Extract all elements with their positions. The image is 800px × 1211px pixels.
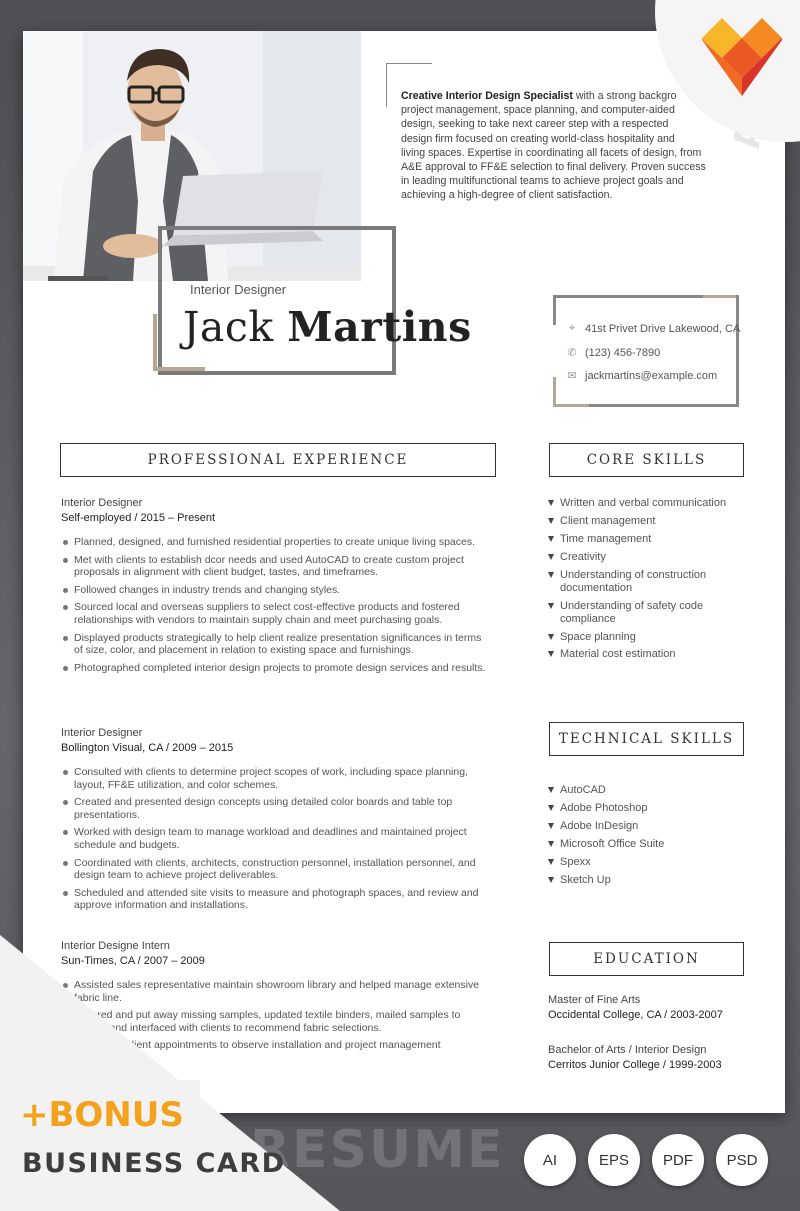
list-item: Understanding of safety code compliance — [548, 600, 730, 626]
section-header-experience: PROFESSIONAL EXPERIENCE — [60, 443, 496, 477]
about-line: A&E approval to FF&E selection to final delivery. Proven success — [401, 161, 706, 174]
contact-address — [567, 322, 740, 335]
location-pin-icon: ⌖ — [568, 322, 576, 334]
envelope-icon: ✉ — [567, 370, 577, 382]
list-item: AutoCAD — [548, 784, 748, 797]
job-bullets — [61, 536, 493, 679]
first-name: Jack — [183, 303, 274, 351]
list-item: Microsoft Office Suite — [548, 838, 748, 851]
contact-phone — [567, 346, 660, 359]
phone-icon: ✆ — [567, 347, 577, 359]
list-item: Understanding of construction documentation — [548, 569, 730, 595]
job-company-dates: Sun-Times, CA / 2007 – 2009 — [61, 955, 205, 967]
about-corner-line — [386, 63, 432, 64]
phone-text: (123) 456-7890 — [585, 346, 661, 359]
education-degree: Master of Fine Arts — [548, 994, 641, 1006]
heart-logo-icon — [700, 18, 784, 98]
core-skills-list — [548, 497, 748, 666]
email-text: jackmartins@example.com — [585, 369, 718, 382]
about-line: achieving a high-degree of client satisfaction. — [401, 189, 613, 202]
list-item: Ordered and put away missing samples, updated textile binders, mailed samples to clients, and interfaced with clients to recommend fabric selections. — [61, 1009, 493, 1034]
about-corner-line — [386, 63, 387, 107]
about-line: with a strong backgro — [572, 90, 677, 102]
about-line: design, seeking to take next career step with a respected — [401, 118, 669, 131]
job-title: Interior Designe Intern — [61, 940, 170, 952]
resume-watermark: RESUME — [250, 1120, 505, 1180]
education-school: Cerritos Junior College / 1999-2003 — [548, 1059, 722, 1071]
job-bullets — [61, 766, 493, 917]
section-header-education: EDUCATION — [549, 942, 744, 976]
about-line: project management, space planning, and computer-aided — [401, 104, 675, 117]
list-item: Space planning — [548, 631, 748, 644]
about-line: in leading multifunctional teams to achieve project goals and — [401, 175, 684, 188]
list-item: Worked with design team to manage workload and deadlines and maintained project schedule and budgets. — [61, 826, 493, 851]
list-item: Planned, designed, and furnished residential properties to create unique living spaces. — [61, 536, 493, 549]
job-title: Interior Designer — [61, 497, 143, 509]
job-role-title: Interior Designer — [190, 282, 287, 297]
full-name — [183, 303, 472, 351]
section-header-core-skills: CORE SKILLS — [549, 443, 744, 477]
format-badge-pdf: PDF — [652, 1134, 704, 1186]
last-name: Martins — [287, 303, 472, 351]
business-card-label: BUSINESS CARD — [22, 1148, 286, 1179]
format-badge-eps: EPS — [588, 1134, 640, 1186]
education-school: Occidental College, CA / 2003-2007 — [548, 1009, 723, 1021]
list-item: Client management — [548, 515, 748, 528]
about-lead: Creative Interior Design Specialist — [401, 90, 573, 102]
list-item: Created and presented design concepts using detailed color boards and table top presentations. — [61, 796, 493, 821]
list-item: Coordinated with clients, architects, construction personnel, installation personnel, and design team to achieve project deliverables. — [61, 857, 493, 882]
list-item: Adobe Photoshop — [548, 802, 748, 815]
list-item: Written and verbal communication — [548, 497, 748, 510]
list-item: Material cost estimation — [548, 648, 748, 661]
list-item: Time management — [548, 533, 748, 546]
list-item: Sourced local and overseas suppliers to select cost-effective products and fostered relationships with vendors to maintain supply chain and meet purchasing goals. — [61, 601, 493, 626]
list-item: Scheduled and attended site visits to measure and photograph spaces, and review and approve information and installations. — [61, 887, 493, 912]
education-degree: Bachelor of Arts / Interior Design — [548, 1044, 707, 1056]
bonus-label: +BONUS — [20, 1095, 184, 1135]
name-frame-accent — [153, 367, 205, 371]
contact-email — [567, 369, 717, 382]
format-badge-ai: AI — [524, 1134, 576, 1186]
section-header-technical-skills: TECHNICAL SKILLS — [549, 722, 744, 756]
job-title: Interior Designer — [61, 727, 143, 739]
list-item: Spexx — [548, 856, 748, 869]
list-item: Sketch Up — [548, 874, 748, 887]
list-item: Scheduled client appointments to observe installation and project management — [61, 1039, 493, 1052]
list-item: Displayed products strategically to help client realize presentation significances in terms of size, color, and placement in relation to existing space and furnishings. — [61, 632, 493, 657]
list-item: Photographed completed interior design projects to promote design services and results. — [61, 662, 493, 675]
about-paragraph — [401, 89, 731, 203]
format-badge-psd: PSD — [716, 1134, 768, 1186]
list-item: Adobe InDesign — [548, 820, 748, 833]
about-line: living spaces. Expertise in coordinating all facets of design, from — [401, 146, 702, 159]
list-item: Assisted sales representative maintain showroom library and helped manage extensive fabric line. — [61, 979, 493, 1004]
list-item: Consulted with clients to determine project scopes of work, including space planning, layout, FF&E utilization, and color schemes. — [61, 766, 493, 791]
list-item: Followed changes in industry trends and changing styles. — [61, 584, 493, 597]
job-company-dates: Self-employed / 2015 – Present — [61, 512, 216, 524]
list-item: Creativity — [548, 551, 748, 564]
job-company-dates: Bollington Visual, CA / 2009 – 2015 — [61, 742, 234, 754]
name-frame — [158, 226, 396, 375]
list-item: Met with clients to establish dcor needs and used AutoCAD to create custom project proposals in alignment with client budget, tastes, and timeframes. — [61, 554, 493, 579]
name-frame-accent — [153, 314, 157, 370]
technical-skills-list — [548, 784, 748, 892]
address-text: 41st Privet Drive Lakewood, CA — [585, 322, 741, 335]
about-line: design firm focused on creating world-class hospitality and — [401, 132, 675, 145]
